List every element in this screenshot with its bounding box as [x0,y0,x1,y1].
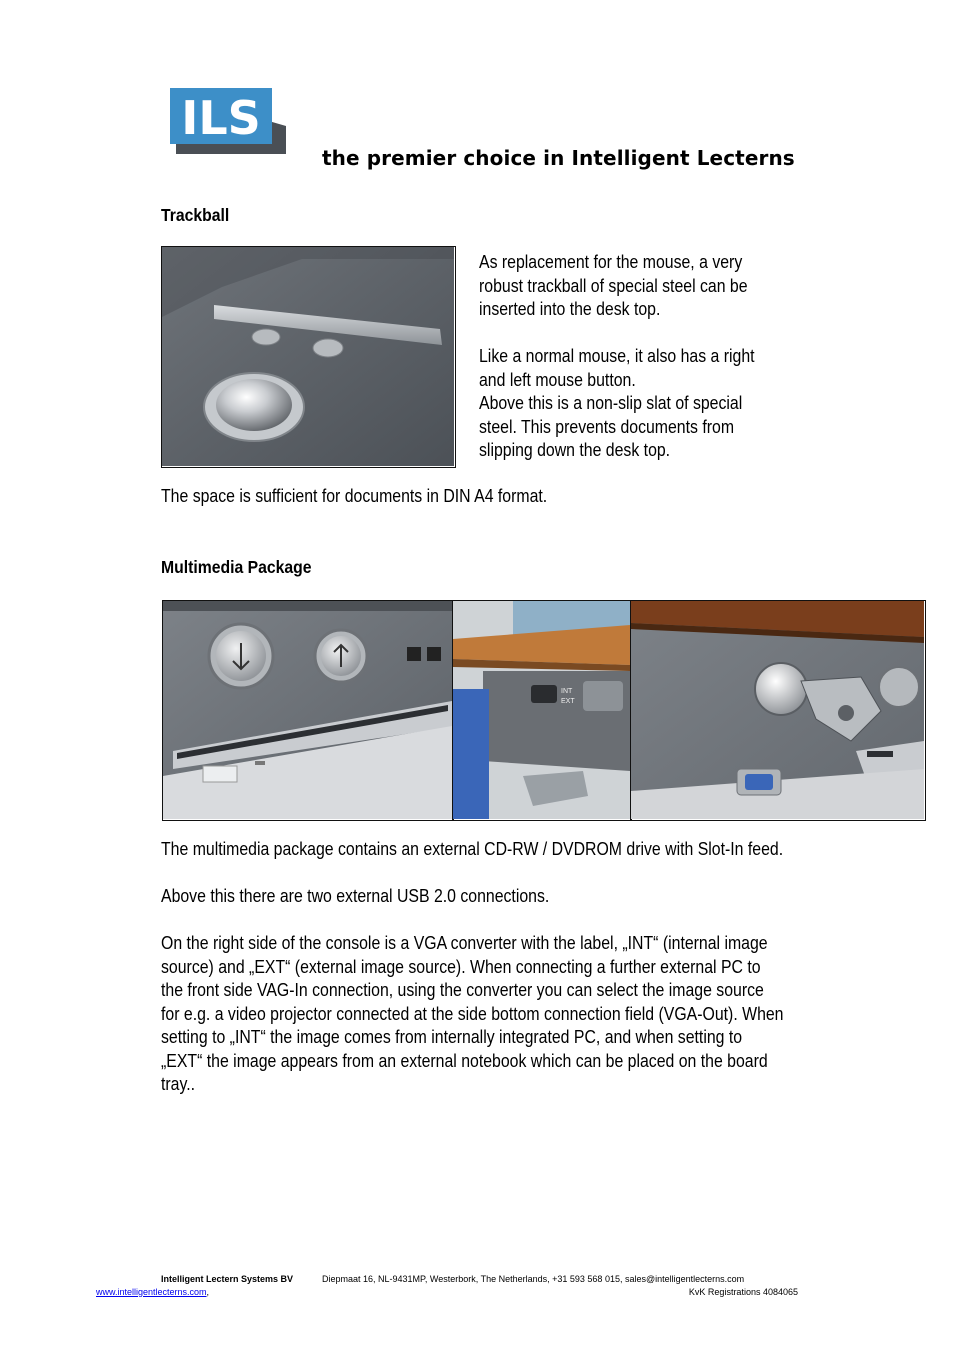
footer-website-line [96,1287,209,1297]
multimedia-heading: Multimedia Package [161,557,312,577]
tagline: the premier choice in Intelligent Lecterns [322,146,795,170]
multimedia-text [161,838,784,1097]
ils-logo [170,88,286,154]
multimedia-paragraph-3: On the right side of the console is a VGA converter with the label, „INT“ (internal image source) and „EXT“ (external image source). When connecting a further external PC to the front side VAG-In connection, using the converter you can select the image source for e.g. a video projector connected at the side bottom connection field (VGA-Out). When setting to „INT“ the image comes from internally integrated PC, and when setting to „EXT“ the image appears from an external notebook which can be placed on the board tray.. [161,933,784,1094]
footer-contact: +31 593 568 015, sales@intelligentlecterns.com [552,1274,745,1284]
logo-text: ILS [181,91,261,145]
footer-kvk: KvK Registrations 4084065 [688,1287,798,1297]
drive-photo [162,600,454,821]
footer-website-link[interactable]: www.intelligentlecterns.com [96,1287,207,1297]
footer-company [161,1274,293,1284]
trackball-paragraph-2: Like a normal mouse, it also has a right and left mouse button. [479,346,755,390]
footer-address-line [322,1274,744,1284]
trackball-paragraph-3: Above this is a non-slip slat of special steel. This prevents documents from slipping down the desk top. [479,393,743,460]
trackball-photo [161,246,456,468]
footer-website-suffix: , [206,1287,210,1297]
trackball-text [479,251,778,463]
vga-photo [630,600,926,821]
footer-address: Diepmaat 16, NL-9431MP, Westerbork, The Netherlands, [322,1274,550,1284]
switch-photo [452,600,632,821]
multimedia-paragraph-1: The multimedia package contains an external CD-RW / DVDROM drive with Slot-In feed. [161,839,784,859]
footer-company-name: Intelligent Lectern Systems BV [161,1274,294,1284]
switch-label-ext: EXT [561,698,575,705]
multimedia-paragraph-2: Above this there are two external USB 2.0 connections. [161,886,550,906]
switch-label-int: INT [561,688,573,695]
trackball-heading: Trackball [161,205,230,225]
trackball-paragraph-4: The space is sufficient for documents in DIN A4 format. [161,486,548,506]
trackball-paragraph-1: As replacement for the mouse, a very robust trackball of special steel can be inserted into the desk top. [479,252,748,319]
